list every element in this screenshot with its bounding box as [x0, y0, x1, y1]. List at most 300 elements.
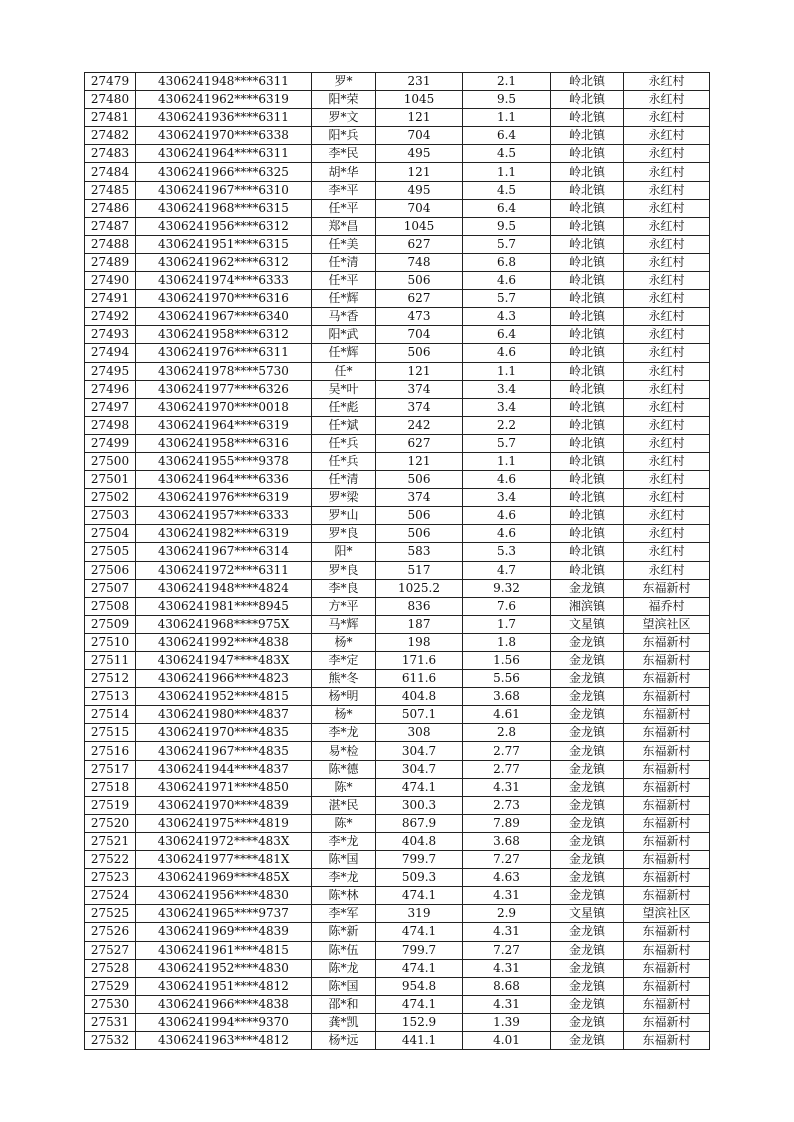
amount-cell: 3.68 — [463, 688, 551, 706]
area-cell: 627 — [376, 290, 463, 308]
town-cell: 金龙镇 — [551, 995, 624, 1013]
area-cell: 583 — [376, 543, 463, 561]
name-cell: 任*辉 — [312, 344, 376, 362]
amount-cell: 3.4 — [463, 489, 551, 507]
area-cell: 121 — [376, 109, 463, 127]
name-cell: 任*平 — [312, 199, 376, 217]
village-cell: 永红村 — [624, 199, 710, 217]
village-cell: 永红村 — [624, 489, 710, 507]
area-cell: 1045 — [376, 217, 463, 235]
village-cell: 永红村 — [624, 272, 710, 290]
town-cell: 岭北镇 — [551, 290, 624, 308]
id-number-cell: 4306241963****4812 — [136, 1031, 312, 1049]
village-cell: 东福新村 — [624, 742, 710, 760]
town-cell: 岭北镇 — [551, 525, 624, 543]
town-cell: 金龙镇 — [551, 633, 624, 651]
village-cell: 永红村 — [624, 543, 710, 561]
name-cell: 罗*梁 — [312, 489, 376, 507]
serial-number-cell: 27493 — [85, 326, 136, 344]
village-cell: 永红村 — [624, 471, 710, 489]
amount-cell: 4.5 — [463, 145, 551, 163]
name-cell: 李*良 — [312, 579, 376, 597]
amount-cell: 4.5 — [463, 181, 551, 199]
id-number-cell: 4306241970****6316 — [136, 290, 312, 308]
serial-number-cell: 27523 — [85, 869, 136, 887]
amount-cell: 5.7 — [463, 235, 551, 253]
id-number-cell: 4306241961****4815 — [136, 941, 312, 959]
area-cell: 304.7 — [376, 742, 463, 760]
name-cell: 罗*文 — [312, 109, 376, 127]
amount-cell: 3.4 — [463, 398, 551, 416]
amount-cell: 4.31 — [463, 995, 551, 1013]
id-number-cell: 4306241948****6311 — [136, 73, 312, 91]
table-row — [85, 326, 710, 344]
town-cell: 金龙镇 — [551, 1013, 624, 1031]
amount-cell: 4.61 — [463, 706, 551, 724]
village-cell: 永红村 — [624, 290, 710, 308]
amount-cell: 5.3 — [463, 543, 551, 561]
amount-cell: 2.9 — [463, 905, 551, 923]
serial-number-cell: 27516 — [85, 742, 136, 760]
table-body — [85, 73, 710, 1050]
town-cell: 岭北镇 — [551, 362, 624, 380]
table-row — [85, 633, 710, 651]
area-cell: 121 — [376, 163, 463, 181]
town-cell: 金龙镇 — [551, 742, 624, 760]
name-cell: 阳*兵 — [312, 127, 376, 145]
village-cell: 永红村 — [624, 91, 710, 109]
name-cell: 任*清 — [312, 471, 376, 489]
id-number-cell: 4306241958****6316 — [136, 434, 312, 452]
table-row — [85, 724, 710, 742]
name-cell: 任*兵 — [312, 434, 376, 452]
area-cell: 308 — [376, 724, 463, 742]
id-number-cell: 4306241971****4850 — [136, 778, 312, 796]
name-cell: 陈*国 — [312, 851, 376, 869]
town-cell: 岭北镇 — [551, 272, 624, 290]
table-row — [85, 73, 710, 91]
amount-cell: 7.27 — [463, 851, 551, 869]
table-row — [85, 977, 710, 995]
serial-number-cell: 27488 — [85, 235, 136, 253]
village-cell: 东福新村 — [624, 995, 710, 1013]
name-cell: 方*平 — [312, 597, 376, 615]
village-cell: 永红村 — [624, 507, 710, 525]
amount-cell: 3.4 — [463, 380, 551, 398]
table-row — [85, 561, 710, 579]
name-cell: 任*兵 — [312, 452, 376, 470]
amount-cell: 1.1 — [463, 452, 551, 470]
table-row — [85, 652, 710, 670]
amount-cell: 6.4 — [463, 199, 551, 217]
area-cell: 611.6 — [376, 670, 463, 688]
town-cell: 岭北镇 — [551, 344, 624, 362]
village-cell: 东福新村 — [624, 869, 710, 887]
id-number-cell: 4306241958****6312 — [136, 326, 312, 344]
village-cell: 东福新村 — [624, 796, 710, 814]
amount-cell: 1.1 — [463, 362, 551, 380]
area-cell: 473 — [376, 308, 463, 326]
name-cell: 杨* — [312, 633, 376, 651]
id-number-cell: 4306241994****9370 — [136, 1013, 312, 1031]
area-cell: 506 — [376, 525, 463, 543]
area-cell: 748 — [376, 253, 463, 271]
table-row — [85, 941, 710, 959]
area-cell: 704 — [376, 199, 463, 217]
serial-number-cell: 27504 — [85, 525, 136, 543]
amount-cell: 2.8 — [463, 724, 551, 742]
town-cell: 岭北镇 — [551, 253, 624, 271]
id-number-cell: 4306241972****6311 — [136, 561, 312, 579]
area-cell: 374 — [376, 380, 463, 398]
table-row — [85, 1013, 710, 1031]
serial-number-cell: 27480 — [85, 91, 136, 109]
amount-cell: 6.8 — [463, 253, 551, 271]
name-cell: 李*龙 — [312, 869, 376, 887]
name-cell: 龚*凯 — [312, 1013, 376, 1031]
table-row — [85, 543, 710, 561]
table-row — [85, 91, 710, 109]
area-cell: 374 — [376, 398, 463, 416]
town-cell: 岭北镇 — [551, 380, 624, 398]
id-number-cell: 4306241956****6312 — [136, 217, 312, 235]
id-number-cell: 4306241968****6315 — [136, 199, 312, 217]
id-number-cell: 4306241969****485X — [136, 869, 312, 887]
table-row — [85, 235, 710, 253]
town-cell: 岭北镇 — [551, 471, 624, 489]
village-cell: 东福新村 — [624, 670, 710, 688]
village-cell: 望滨社区 — [624, 615, 710, 633]
village-cell: 永红村 — [624, 344, 710, 362]
serial-number-cell: 27489 — [85, 253, 136, 271]
town-cell: 岭北镇 — [551, 235, 624, 253]
town-cell: 岭北镇 — [551, 543, 624, 561]
id-number-cell: 4306241951****6315 — [136, 235, 312, 253]
serial-number-cell: 27499 — [85, 434, 136, 452]
serial-number-cell: 27520 — [85, 814, 136, 832]
village-cell: 永红村 — [624, 452, 710, 470]
table-row — [85, 308, 710, 326]
town-cell: 金龙镇 — [551, 796, 624, 814]
area-cell: 867.9 — [376, 814, 463, 832]
name-cell: 陈* — [312, 814, 376, 832]
area-cell: 506 — [376, 471, 463, 489]
name-cell: 陈*林 — [312, 887, 376, 905]
town-cell: 金龙镇 — [551, 724, 624, 742]
town-cell: 岭北镇 — [551, 91, 624, 109]
town-cell: 岭北镇 — [551, 452, 624, 470]
area-cell: 704 — [376, 326, 463, 344]
town-cell: 岭北镇 — [551, 217, 624, 235]
town-cell: 金龙镇 — [551, 688, 624, 706]
id-number-cell: 4306241982****6319 — [136, 525, 312, 543]
area-cell: 704 — [376, 127, 463, 145]
table-row — [85, 832, 710, 850]
town-cell: 岭北镇 — [551, 507, 624, 525]
table-row — [85, 109, 710, 127]
area-cell: 507.1 — [376, 706, 463, 724]
area-cell: 121 — [376, 362, 463, 380]
amount-cell: 4.31 — [463, 959, 551, 977]
table-row — [85, 471, 710, 489]
amount-cell: 4.31 — [463, 778, 551, 796]
area-cell: 474.1 — [376, 887, 463, 905]
serial-number-cell: 27484 — [85, 163, 136, 181]
amount-cell: 8.68 — [463, 977, 551, 995]
village-cell: 东福新村 — [624, 977, 710, 995]
table-row — [85, 1031, 710, 1049]
amount-cell: 1.39 — [463, 1013, 551, 1031]
name-cell: 马*辉 — [312, 615, 376, 633]
table-row — [85, 778, 710, 796]
id-number-cell: 4306241968****975X — [136, 615, 312, 633]
area-cell: 474.1 — [376, 995, 463, 1013]
town-cell: 岭北镇 — [551, 127, 624, 145]
area-cell: 1025.2 — [376, 579, 463, 597]
table-row — [85, 905, 710, 923]
town-cell: 岭北镇 — [551, 109, 624, 127]
amount-cell: 4.7 — [463, 561, 551, 579]
serial-number-cell: 27482 — [85, 127, 136, 145]
village-cell: 望滨社区 — [624, 905, 710, 923]
id-number-cell: 4306241956****4830 — [136, 887, 312, 905]
table-row — [85, 507, 710, 525]
town-cell: 文星镇 — [551, 615, 624, 633]
id-number-cell: 4306241977****6326 — [136, 380, 312, 398]
table-row — [85, 380, 710, 398]
id-number-cell: 4306241957****6333 — [136, 507, 312, 525]
id-number-cell: 4306241978****5730 — [136, 362, 312, 380]
town-cell: 岭北镇 — [551, 199, 624, 217]
id-number-cell: 4306241967****6314 — [136, 543, 312, 561]
id-number-cell: 4306241964****6311 — [136, 145, 312, 163]
serial-number-cell: 27497 — [85, 398, 136, 416]
serial-number-cell: 27498 — [85, 416, 136, 434]
town-cell: 金龙镇 — [551, 579, 624, 597]
id-number-cell: 4306241951****4812 — [136, 977, 312, 995]
name-cell: 任*斌 — [312, 416, 376, 434]
amount-cell: 4.6 — [463, 507, 551, 525]
table-row — [85, 814, 710, 832]
id-number-cell: 4306241967****6340 — [136, 308, 312, 326]
amount-cell: 5.7 — [463, 434, 551, 452]
area-cell: 836 — [376, 597, 463, 615]
name-cell: 任*辉 — [312, 290, 376, 308]
name-cell: 罗* — [312, 73, 376, 91]
table-row — [85, 272, 710, 290]
table-row — [85, 670, 710, 688]
name-cell: 李*军 — [312, 905, 376, 923]
area-cell: 198 — [376, 633, 463, 651]
name-cell: 李*平 — [312, 181, 376, 199]
amount-cell: 1.8 — [463, 633, 551, 651]
amount-cell: 2.2 — [463, 416, 551, 434]
serial-number-cell: 27513 — [85, 688, 136, 706]
serial-number-cell: 27532 — [85, 1031, 136, 1049]
area-cell: 495 — [376, 181, 463, 199]
area-cell: 954.8 — [376, 977, 463, 995]
table-row — [85, 688, 710, 706]
village-cell: 永红村 — [624, 217, 710, 235]
serial-number-cell: 27511 — [85, 652, 136, 670]
name-cell: 易*检 — [312, 742, 376, 760]
serial-number-cell: 27524 — [85, 887, 136, 905]
area-cell: 506 — [376, 272, 463, 290]
table-row — [85, 489, 710, 507]
id-number-cell: 4306241964****6336 — [136, 471, 312, 489]
village-cell: 东福新村 — [624, 706, 710, 724]
table-row — [85, 127, 710, 145]
village-cell: 永红村 — [624, 163, 710, 181]
serial-number-cell: 27518 — [85, 778, 136, 796]
area-cell: 441.1 — [376, 1031, 463, 1049]
amount-cell: 4.31 — [463, 887, 551, 905]
serial-number-cell: 27519 — [85, 796, 136, 814]
town-cell: 金龙镇 — [551, 977, 624, 995]
town-cell: 金龙镇 — [551, 652, 624, 670]
village-cell: 东福新村 — [624, 1013, 710, 1031]
amount-cell: 4.6 — [463, 344, 551, 362]
amount-cell: 7.89 — [463, 814, 551, 832]
name-cell: 陈*德 — [312, 760, 376, 778]
serial-number-cell: 27491 — [85, 290, 136, 308]
name-cell: 任*彪 — [312, 398, 376, 416]
table-row — [85, 434, 710, 452]
name-cell: 任*平 — [312, 272, 376, 290]
id-number-cell: 4306241970****0018 — [136, 398, 312, 416]
table-row — [85, 597, 710, 615]
town-cell: 金龙镇 — [551, 1031, 624, 1049]
table-row — [85, 416, 710, 434]
id-number-cell: 4306241977****481X — [136, 851, 312, 869]
town-cell: 湘滨镇 — [551, 597, 624, 615]
area-cell: 799.7 — [376, 941, 463, 959]
serial-number-cell: 27530 — [85, 995, 136, 1013]
id-number-cell: 4306241952****4815 — [136, 688, 312, 706]
town-cell: 金龙镇 — [551, 670, 624, 688]
name-cell: 任*清 — [312, 253, 376, 271]
serial-number-cell: 27508 — [85, 597, 136, 615]
area-cell: 474.1 — [376, 778, 463, 796]
amount-cell: 4.6 — [463, 525, 551, 543]
village-cell: 永红村 — [624, 561, 710, 579]
serial-number-cell: 27509 — [85, 615, 136, 633]
town-cell: 岭北镇 — [551, 561, 624, 579]
name-cell: 陈*伍 — [312, 941, 376, 959]
table-row — [85, 217, 710, 235]
serial-number-cell: 27510 — [85, 633, 136, 651]
area-cell: 627 — [376, 434, 463, 452]
amount-cell: 2.73 — [463, 796, 551, 814]
serial-number-cell: 27485 — [85, 181, 136, 199]
id-number-cell: 4306241962****6312 — [136, 253, 312, 271]
serial-number-cell: 27479 — [85, 73, 136, 91]
table-row — [85, 995, 710, 1013]
serial-number-cell: 27517 — [85, 760, 136, 778]
table-row — [85, 253, 710, 271]
area-cell: 799.7 — [376, 851, 463, 869]
id-number-cell: 4306241948****4824 — [136, 579, 312, 597]
town-cell: 金龙镇 — [551, 851, 624, 869]
town-cell: 岭北镇 — [551, 163, 624, 181]
id-number-cell: 4306241966****4838 — [136, 995, 312, 1013]
area-cell: 404.8 — [376, 832, 463, 850]
area-cell: 231 — [376, 73, 463, 91]
name-cell: 陈*国 — [312, 977, 376, 995]
town-cell: 金龙镇 — [551, 760, 624, 778]
area-cell: 474.1 — [376, 959, 463, 977]
name-cell: 陈*新 — [312, 923, 376, 941]
village-cell: 永红村 — [624, 73, 710, 91]
table-row — [85, 579, 710, 597]
amount-cell: 3.68 — [463, 832, 551, 850]
name-cell: 阳* — [312, 543, 376, 561]
serial-number-cell: 27531 — [85, 1013, 136, 1031]
table-row — [85, 344, 710, 362]
amount-cell: 4.31 — [463, 923, 551, 941]
town-cell: 岭北镇 — [551, 398, 624, 416]
table-row — [85, 398, 710, 416]
id-number-cell: 4306241975****4819 — [136, 814, 312, 832]
id-number-cell: 4306241966****4823 — [136, 670, 312, 688]
amount-cell: 4.63 — [463, 869, 551, 887]
area-cell: 187 — [376, 615, 463, 633]
serial-number-cell: 27494 — [85, 344, 136, 362]
id-number-cell: 4306241976****6311 — [136, 344, 312, 362]
id-number-cell: 4306241955****9378 — [136, 452, 312, 470]
id-number-cell: 4306241976****6319 — [136, 489, 312, 507]
village-cell: 东福新村 — [624, 1031, 710, 1049]
id-number-cell: 4306241970****4835 — [136, 724, 312, 742]
area-cell: 242 — [376, 416, 463, 434]
area-cell: 1045 — [376, 91, 463, 109]
table-row — [85, 959, 710, 977]
area-cell: 171.6 — [376, 652, 463, 670]
village-cell: 东福新村 — [624, 814, 710, 832]
village-cell: 东福新村 — [624, 652, 710, 670]
town-cell: 岭北镇 — [551, 73, 624, 91]
amount-cell: 4.3 — [463, 308, 551, 326]
name-cell: 李*定 — [312, 652, 376, 670]
serial-number-cell: 27514 — [85, 706, 136, 724]
amount-cell: 9.5 — [463, 91, 551, 109]
town-cell: 金龙镇 — [551, 887, 624, 905]
id-number-cell: 4306241936****6311 — [136, 109, 312, 127]
town-cell: 岭北镇 — [551, 308, 624, 326]
table-row — [85, 525, 710, 543]
village-cell: 东福新村 — [624, 724, 710, 742]
name-cell: 杨*远 — [312, 1031, 376, 1049]
serial-number-cell: 27495 — [85, 362, 136, 380]
id-number-cell: 4306241966****6325 — [136, 163, 312, 181]
village-cell: 永红村 — [624, 253, 710, 271]
name-cell: 熊*冬 — [312, 670, 376, 688]
amount-cell: 9.5 — [463, 217, 551, 235]
name-cell: 李*民 — [312, 145, 376, 163]
village-cell: 东福新村 — [624, 923, 710, 941]
village-cell: 东福新村 — [624, 887, 710, 905]
town-cell: 岭北镇 — [551, 416, 624, 434]
serial-number-cell: 27527 — [85, 941, 136, 959]
area-cell: 404.8 — [376, 688, 463, 706]
name-cell: 吴*叶 — [312, 380, 376, 398]
area-cell: 627 — [376, 235, 463, 253]
id-number-cell: 4306241969****4839 — [136, 923, 312, 941]
town-cell: 金龙镇 — [551, 869, 624, 887]
amount-cell: 1.56 — [463, 652, 551, 670]
area-cell: 495 — [376, 145, 463, 163]
name-cell: 湛*民 — [312, 796, 376, 814]
